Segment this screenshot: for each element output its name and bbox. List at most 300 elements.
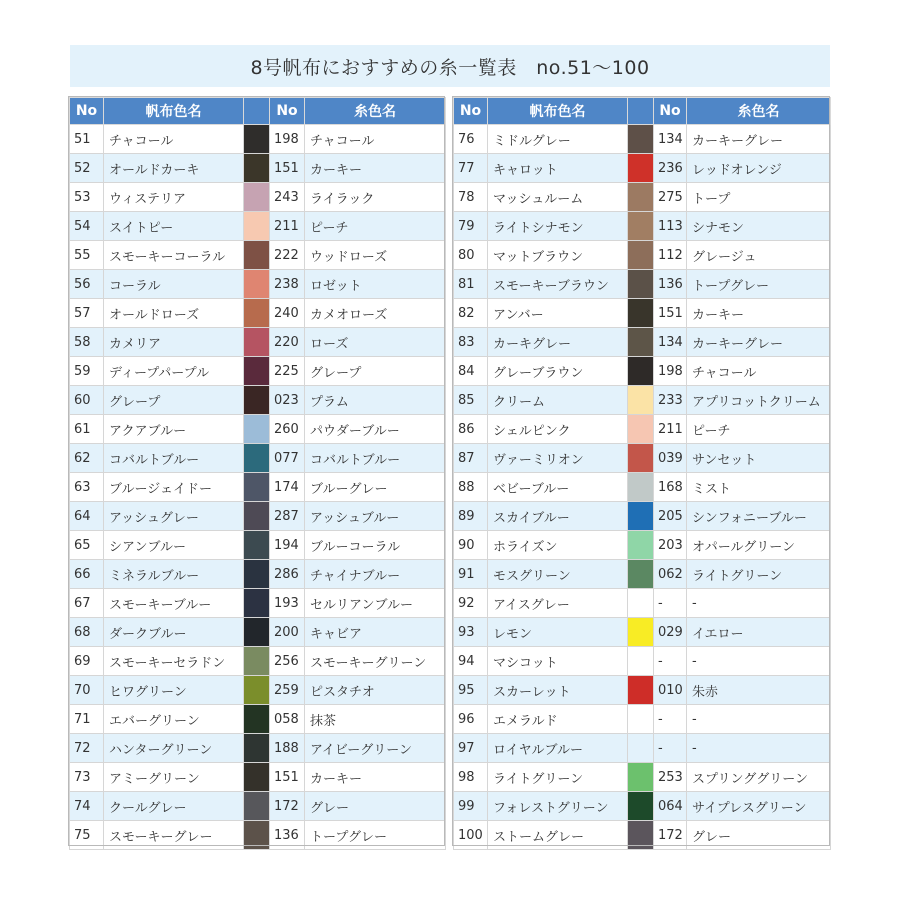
table-row — [454, 212, 831, 241]
canvas-no-cell: 73 — [70, 763, 104, 792]
thread-color-name-cell: ロゼット — [305, 270, 446, 299]
thread-color-name-cell: パウダーブルー — [305, 415, 446, 444]
thread-no-cell: 236 — [654, 154, 687, 183]
canvas-no-cell: 63 — [70, 473, 104, 502]
canvas-color-name-cell: クリーム — [488, 386, 628, 415]
thread-no-cell: 188 — [270, 734, 305, 763]
canvas-no-cell: 51 — [70, 125, 104, 154]
table-row — [70, 647, 446, 676]
color-swatch — [244, 705, 270, 734]
thread-table-left — [69, 97, 446, 850]
canvas-color-name-cell: レモン — [488, 618, 628, 647]
canvas-no-cell: 67 — [70, 589, 104, 618]
color-swatch — [244, 212, 270, 241]
thread-color-name-cell: セルリアンブルー — [305, 589, 446, 618]
thread-no-cell: 222 — [270, 241, 305, 270]
canvas-no-cell: 92 — [454, 589, 488, 618]
canvas-no-cell: 71 — [70, 705, 104, 734]
table-body-left — [70, 125, 446, 850]
canvas-no-cell: 84 — [454, 357, 488, 386]
canvas-color-name-cell: ロイヤルブルー — [488, 734, 628, 763]
canvas-no-cell: 60 — [70, 386, 104, 415]
canvas-color-name-cell: シェルピンク — [488, 415, 628, 444]
thread-color-name-cell: スプリンググリーン — [687, 763, 831, 792]
color-swatch — [628, 328, 654, 357]
canvas-color-name-cell: ブルージェイドー — [104, 473, 244, 502]
thread-no-cell: 172 — [654, 821, 687, 850]
color-swatch — [628, 386, 654, 415]
table-row — [454, 386, 831, 415]
canvas-color-name-cell: スモーキーブラウン — [488, 270, 628, 299]
thread-color-name-cell: レッドオレンジ — [687, 154, 831, 183]
thread-color-name-cell: - — [687, 734, 831, 763]
table-row — [70, 299, 446, 328]
color-swatch — [244, 473, 270, 502]
table-row — [454, 560, 831, 589]
header-no: No — [70, 98, 104, 125]
header-no: No — [454, 98, 488, 125]
canvas-color-name-cell: グレープ — [104, 386, 244, 415]
table-row — [70, 241, 446, 270]
color-swatch — [244, 270, 270, 299]
canvas-no-cell: 59 — [70, 357, 104, 386]
canvas-color-name-cell: オールドローズ — [104, 299, 244, 328]
thread-no-cell: - — [654, 589, 687, 618]
thread-no-cell: 205 — [654, 502, 687, 531]
thread-no-cell: 198 — [654, 357, 687, 386]
canvas-no-cell: 91 — [454, 560, 488, 589]
thread-color-name-cell: カーキーグレー — [687, 125, 831, 154]
table-body-right — [454, 125, 831, 850]
color-swatch — [244, 357, 270, 386]
canvas-no-cell: 99 — [454, 792, 488, 821]
canvas-color-name-cell: ホライズン — [488, 531, 628, 560]
color-swatch — [244, 763, 270, 792]
color-swatch — [628, 734, 654, 763]
thread-color-name-cell: カメオローズ — [305, 299, 446, 328]
canvas-color-name-cell: アンバー — [488, 299, 628, 328]
color-swatch — [628, 154, 654, 183]
color-swatch — [628, 357, 654, 386]
canvas-color-name-cell: マットブラウン — [488, 241, 628, 270]
thread-no-cell: 193 — [270, 589, 305, 618]
thread-color-name-cell: カーキー — [305, 763, 446, 792]
canvas-no-cell: 65 — [70, 531, 104, 560]
header-thread-name: 糸色名 — [687, 98, 831, 125]
canvas-color-name-cell: オールドカーキ — [104, 154, 244, 183]
canvas-color-name-cell: アミーグリーン — [104, 763, 244, 792]
color-swatch — [628, 502, 654, 531]
thread-no-cell: 259 — [270, 676, 305, 705]
canvas-no-cell: 98 — [454, 763, 488, 792]
color-swatch — [628, 763, 654, 792]
thread-no-cell: 023 — [270, 386, 305, 415]
thread-color-name-cell: イエロー — [687, 618, 831, 647]
table-row — [454, 328, 831, 357]
table-row — [70, 589, 446, 618]
header-canvas-name: 帆布色名 — [104, 98, 244, 125]
thread-no-cell: 211 — [654, 415, 687, 444]
color-swatch — [628, 618, 654, 647]
thread-color-name-cell: トープ — [687, 183, 831, 212]
color-swatch — [244, 502, 270, 531]
color-swatch — [628, 473, 654, 502]
canvas-no-cell: 97 — [454, 734, 488, 763]
canvas-color-name-cell: スモーキーグレー — [104, 821, 244, 850]
color-swatch — [628, 125, 654, 154]
canvas-no-cell: 100 — [454, 821, 488, 850]
table-row — [70, 125, 446, 154]
canvas-color-name-cell: ライトシナモン — [488, 212, 628, 241]
canvas-color-name-cell: スカーレット — [488, 676, 628, 705]
color-swatch — [244, 792, 270, 821]
canvas-no-cell: 74 — [70, 792, 104, 821]
canvas-no-cell: 78 — [454, 183, 488, 212]
color-swatch — [628, 444, 654, 473]
canvas-no-cell: 68 — [70, 618, 104, 647]
canvas-no-cell: 86 — [454, 415, 488, 444]
table-row — [454, 125, 831, 154]
color-swatch — [244, 531, 270, 560]
color-swatch — [628, 212, 654, 241]
table-row — [454, 241, 831, 270]
table-row — [70, 328, 446, 357]
canvas-no-cell: 55 — [70, 241, 104, 270]
header-thread-no: No — [270, 98, 305, 125]
canvas-color-name-cell: スイトピー — [104, 212, 244, 241]
canvas-no-cell: 82 — [454, 299, 488, 328]
color-swatch — [628, 415, 654, 444]
table-row — [454, 270, 831, 299]
canvas-color-name-cell: チャコール — [104, 125, 244, 154]
canvas-color-name-cell: カーキグレー — [488, 328, 628, 357]
color-swatch — [244, 734, 270, 763]
color-swatch — [244, 647, 270, 676]
table-row — [454, 444, 831, 473]
thread-no-cell: 260 — [270, 415, 305, 444]
canvas-no-cell: 66 — [70, 560, 104, 589]
canvas-color-name-cell: スモーキーコーラル — [104, 241, 244, 270]
color-swatch — [244, 618, 270, 647]
table-row — [454, 502, 831, 531]
table-row — [70, 763, 446, 792]
thread-no-cell: 194 — [270, 531, 305, 560]
color-swatch — [244, 821, 270, 850]
thread-color-name-cell: ピスタチオ — [305, 676, 446, 705]
canvas-color-name-cell: スモーキーセラドン — [104, 647, 244, 676]
canvas-no-cell: 69 — [70, 647, 104, 676]
color-swatch — [244, 125, 270, 154]
canvas-color-name-cell: クールグレー — [104, 792, 244, 821]
thread-color-name-cell: アッシュブルー — [305, 502, 446, 531]
canvas-color-name-cell: マシコット — [488, 647, 628, 676]
thread-no-cell: 174 — [270, 473, 305, 502]
thread-no-cell: 238 — [270, 270, 305, 299]
thread-no-cell: 136 — [270, 821, 305, 850]
thread-no-cell: 058 — [270, 705, 305, 734]
canvas-no-cell: 93 — [454, 618, 488, 647]
canvas-no-cell: 62 — [70, 444, 104, 473]
canvas-no-cell: 75 — [70, 821, 104, 850]
canvas-color-name-cell: ウィステリア — [104, 183, 244, 212]
thread-color-name-cell: 抹茶 — [305, 705, 446, 734]
canvas-color-name-cell: スカイブルー — [488, 502, 628, 531]
canvas-no-cell: 95 — [454, 676, 488, 705]
thread-no-cell: 112 — [654, 241, 687, 270]
table-row — [70, 212, 446, 241]
thread-color-name-cell: スモーキーグリーン — [305, 647, 446, 676]
color-swatch — [628, 647, 654, 676]
table-row — [454, 415, 831, 444]
table-row — [454, 705, 831, 734]
canvas-no-cell: 94 — [454, 647, 488, 676]
canvas-color-name-cell: アイスグレー — [488, 589, 628, 618]
canvas-no-cell: 56 — [70, 270, 104, 299]
canvas-no-cell: 90 — [454, 531, 488, 560]
color-swatch — [628, 560, 654, 589]
canvas-color-name-cell: ミネラルブルー — [104, 560, 244, 589]
canvas-no-cell: 57 — [70, 299, 104, 328]
thread-color-name-cell: ブルーコーラル — [305, 531, 446, 560]
color-swatch — [628, 270, 654, 299]
table-row — [454, 183, 831, 212]
table-header-row — [454, 98, 831, 125]
canvas-no-cell: 89 — [454, 502, 488, 531]
color-swatch — [628, 676, 654, 705]
thread-no-cell: - — [654, 705, 687, 734]
thread-color-name-cell: ピーチ — [305, 212, 446, 241]
canvas-no-cell: 80 — [454, 241, 488, 270]
canvas-color-name-cell: ハンターグリーン — [104, 734, 244, 763]
table-row — [454, 154, 831, 183]
thread-color-name-cell: 朱赤 — [687, 676, 831, 705]
color-swatch — [628, 183, 654, 212]
thread-color-name-cell: キャビア — [305, 618, 446, 647]
table-row — [454, 473, 831, 502]
thread-color-name-cell: トープグレー — [687, 270, 831, 299]
thread-no-cell: 077 — [270, 444, 305, 473]
table-row — [70, 618, 446, 647]
header-thread-name: 糸色名 — [305, 98, 446, 125]
color-swatch — [244, 386, 270, 415]
table-row — [454, 734, 831, 763]
thread-no-cell: 168 — [654, 473, 687, 502]
canvas-color-name-cell: ヒワグリーン — [104, 676, 244, 705]
thread-no-cell: 211 — [270, 212, 305, 241]
table-row — [70, 183, 446, 212]
canvas-color-name-cell: マッシュルーム — [488, 183, 628, 212]
canvas-no-cell: 61 — [70, 415, 104, 444]
table-row — [454, 618, 831, 647]
thread-no-cell: - — [654, 647, 687, 676]
thread-color-name-cell: アプリコットクリーム — [687, 386, 831, 415]
thread-no-cell: 039 — [654, 444, 687, 473]
thread-no-cell: 029 — [654, 618, 687, 647]
color-swatch — [628, 821, 654, 850]
color-swatch — [244, 299, 270, 328]
table-row — [70, 386, 446, 415]
canvas-color-name-cell: キャロット — [488, 154, 628, 183]
table-row — [70, 502, 446, 531]
canvas-no-cell: 58 — [70, 328, 104, 357]
canvas-color-name-cell: ミドルグレー — [488, 125, 628, 154]
thread-color-name-cell: オパールグリーン — [687, 531, 831, 560]
canvas-no-cell: 76 — [454, 125, 488, 154]
table-row — [70, 821, 446, 850]
canvas-color-name-cell: フォレストグリーン — [488, 792, 628, 821]
thread-no-cell: 287 — [270, 502, 305, 531]
color-swatch — [244, 183, 270, 212]
thread-color-name-cell: コバルトブルー — [305, 444, 446, 473]
page-title-text: 8号帆布におすすめの糸一覧表 no.51～100 — [250, 56, 650, 79]
table-row — [454, 763, 831, 792]
header-swatch — [244, 98, 270, 125]
canvas-no-cell: 52 — [70, 154, 104, 183]
thread-no-cell: 240 — [270, 299, 305, 328]
thread-no-cell: 256 — [270, 647, 305, 676]
canvas-no-cell: 96 — [454, 705, 488, 734]
color-swatch — [628, 299, 654, 328]
table-row — [454, 792, 831, 821]
thread-color-name-cell: チャコール — [305, 125, 446, 154]
thread-color-name-cell: ピーチ — [687, 415, 831, 444]
table-row — [454, 676, 831, 705]
color-swatch — [244, 415, 270, 444]
thread-color-name-cell: カーキーグレー — [687, 328, 831, 357]
thread-no-cell: 151 — [654, 299, 687, 328]
thread-color-name-cell: サイプレスグリーン — [687, 792, 831, 821]
thread-no-cell: 225 — [270, 357, 305, 386]
color-swatch — [628, 589, 654, 618]
thread-color-name-cell: サンセット — [687, 444, 831, 473]
canvas-no-cell: 79 — [454, 212, 488, 241]
thread-no-cell: 113 — [654, 212, 687, 241]
thread-table-right — [453, 97, 831, 850]
header-thread-no: No — [654, 98, 687, 125]
header-swatch — [628, 98, 654, 125]
color-swatch — [628, 705, 654, 734]
canvas-color-name-cell: ベビーブルー — [488, 473, 628, 502]
canvas-no-cell: 88 — [454, 473, 488, 502]
canvas-color-name-cell: ディープパープル — [104, 357, 244, 386]
thread-no-cell: 010 — [654, 676, 687, 705]
canvas-color-name-cell: コーラル — [104, 270, 244, 299]
thread-color-name-cell: チャコール — [687, 357, 831, 386]
table-row — [70, 444, 446, 473]
table-row — [70, 473, 446, 502]
color-swatch — [244, 589, 270, 618]
thread-color-name-cell: カーキー — [305, 154, 446, 183]
thread-no-cell: - — [654, 734, 687, 763]
thread-no-cell: 253 — [654, 763, 687, 792]
table-row — [70, 357, 446, 386]
thread-color-name-cell: グレー — [687, 821, 831, 850]
canvas-no-cell: 64 — [70, 502, 104, 531]
table-row — [70, 531, 446, 560]
canvas-color-name-cell: ライトグリーン — [488, 763, 628, 792]
table-row — [70, 734, 446, 763]
canvas-color-name-cell: グレーブラウン — [488, 357, 628, 386]
table-row — [70, 792, 446, 821]
table-row — [70, 676, 446, 705]
thread-color-name-cell: ウッドローズ — [305, 241, 446, 270]
thread-color-name-cell: ライラック — [305, 183, 446, 212]
thread-no-cell: 172 — [270, 792, 305, 821]
canvas-color-name-cell: モスグリーン — [488, 560, 628, 589]
thread-no-cell: 064 — [654, 792, 687, 821]
canvas-color-name-cell: コバルトブルー — [104, 444, 244, 473]
thread-no-cell: 286 — [270, 560, 305, 589]
canvas-color-name-cell: アクアブルー — [104, 415, 244, 444]
thread-color-name-cell: - — [687, 589, 831, 618]
canvas-no-cell: 77 — [454, 154, 488, 183]
color-swatch — [244, 154, 270, 183]
color-swatch — [628, 241, 654, 270]
thread-no-cell: 243 — [270, 183, 305, 212]
color-swatch — [244, 676, 270, 705]
color-swatch — [244, 444, 270, 473]
thread-no-cell: 062 — [654, 560, 687, 589]
thread-color-name-cell: プラム — [305, 386, 446, 415]
table-row — [454, 531, 831, 560]
canvas-color-name-cell: エメラルド — [488, 705, 628, 734]
table-row — [454, 299, 831, 328]
thread-no-cell: 220 — [270, 328, 305, 357]
color-swatch — [244, 328, 270, 357]
thread-color-name-cell: グレー — [305, 792, 446, 821]
thread-no-cell: 233 — [654, 386, 687, 415]
thread-color-name-cell: アイビーグリーン — [305, 734, 446, 763]
table-row — [454, 357, 831, 386]
color-swatch — [628, 792, 654, 821]
thread-no-cell: 200 — [270, 618, 305, 647]
color-swatch — [628, 531, 654, 560]
thread-no-cell: 151 — [270, 154, 305, 183]
thread-color-name-cell: ブルーグレー — [305, 473, 446, 502]
canvas-color-name-cell: ダークブルー — [104, 618, 244, 647]
canvas-color-name-cell: ヴァーミリオン — [488, 444, 628, 473]
canvas-no-cell: 87 — [454, 444, 488, 473]
thread-color-name-cell: ローズ — [305, 328, 446, 357]
canvas-color-name-cell: スモーキーブルー — [104, 589, 244, 618]
table-row — [454, 647, 831, 676]
thread-no-cell: 136 — [654, 270, 687, 299]
thread-color-name-cell: ライトグリーン — [687, 560, 831, 589]
page-title — [70, 45, 830, 87]
canvas-color-name-cell: エバーグリーン — [104, 705, 244, 734]
canvas-color-name-cell: カメリア — [104, 328, 244, 357]
table-row — [70, 415, 446, 444]
canvas-no-cell: 70 — [70, 676, 104, 705]
thread-color-name-cell: トープグレー — [305, 821, 446, 850]
canvas-color-name-cell: シアンブルー — [104, 531, 244, 560]
canvas-no-cell: 81 — [454, 270, 488, 299]
color-swatch — [244, 560, 270, 589]
thread-color-name-cell: グレープ — [305, 357, 446, 386]
canvas-color-name-cell: ストームグレー — [488, 821, 628, 850]
header-canvas-name: 帆布色名 — [488, 98, 628, 125]
thread-no-cell: 151 — [270, 763, 305, 792]
table-row — [70, 154, 446, 183]
table-row — [454, 589, 831, 618]
table-row — [70, 705, 446, 734]
thread-no-cell: 275 — [654, 183, 687, 212]
thread-color-name-cell: グレージュ — [687, 241, 831, 270]
thread-color-name-cell: - — [687, 705, 831, 734]
thread-no-cell: 198 — [270, 125, 305, 154]
table-row — [70, 270, 446, 299]
thread-color-name-cell: ミスト — [687, 473, 831, 502]
